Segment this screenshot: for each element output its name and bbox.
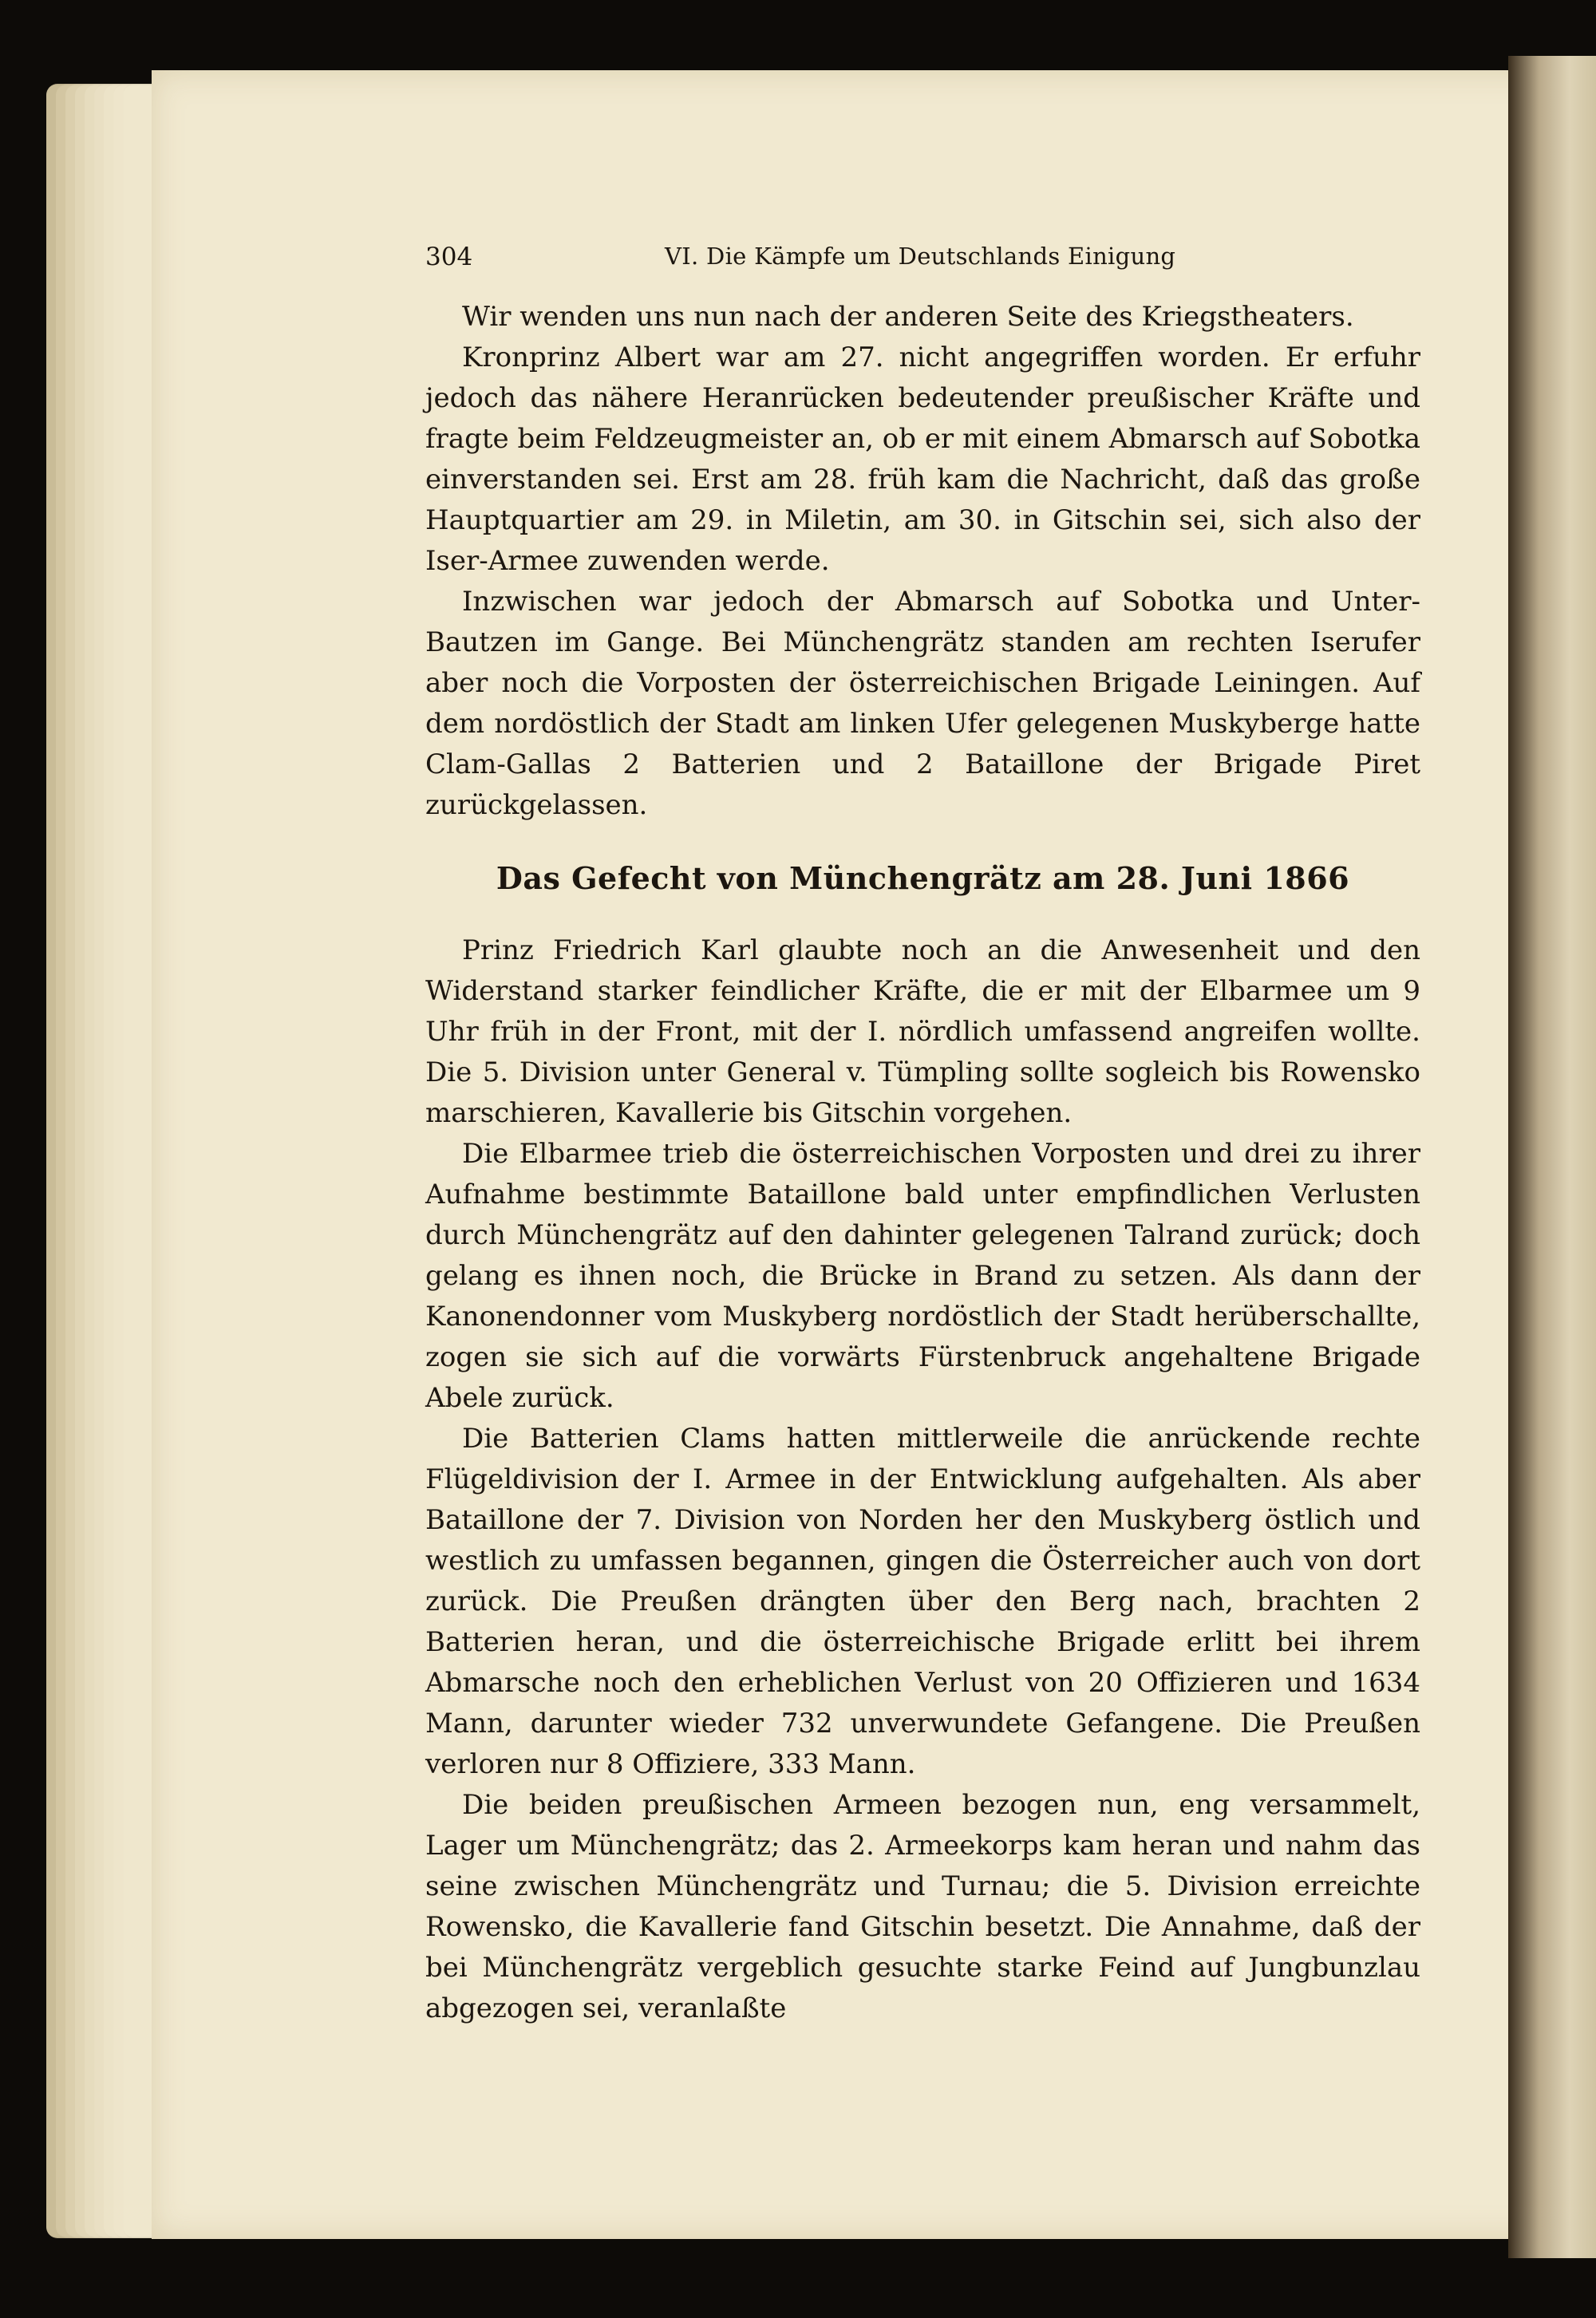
paragraph: Wir wenden uns nun nach der anderen Seite des Kriegstheaters.	[462, 301, 1354, 333]
running-head: VI. Die Kämpfe um Deutschlands Einigung	[665, 243, 1176, 270]
page-number: 304	[425, 243, 473, 271]
book-gutter	[1508, 56, 1596, 2258]
section-title: Das Gefecht von Münchengrätz am 28. Juni 1866	[496, 860, 1350, 896]
page-header	[425, 243, 1420, 278]
paragraph: Kronprinz Albert war am 27. nicht angegriffen worden. Er erfuhr jedoch das nähere Heranrücken bedeutender preußischer Kräfte und fragte beim Feldzeugmeister an, ob er mit einem Abmarsch auf Sobotka einverstanden sei. Erst am 28. früh kam die Nachricht, daß das große Hauptquartier am 29. in Miletin, am 30. in Gitschin sei, sich also der Iser-Armee zuwenden werde.	[425, 342, 1421, 577]
paragraph: Die beiden preußischen Armeen bezogen nun, eng versammelt, Lager um Münchengrätz; das 2. Armeekorps kam heran und nahm das seine zwischen Münchengrätz und Turnau; die 5. Division erreichte Rowensko, die Kavallerie fand Gitschin besetzt. Die Annahme, daß der bei Münchengrätz vergeblich gesuchte starke Feind auf Jungbunzlau abgezogen sei, veranlaßte	[425, 1789, 1420, 2024]
page-body	[425, 297, 1420, 2029]
paragraph: Die Batterien Clams hatten mittlerweile die anrückende rechte Flügeldivision der I. Armee in der Entwicklung aufgehalten. Als aber Bataillone der 7. Division von Norden her den Muskyberg östlich und westlich zu umfassen begannen, gingen die Österreicher auch von dort zurück. Die Preußen drängten über den Berg nach, brachten 2 Batterien heran, und die österreichische Brigade erlitt bei ihrem Abmarsche noch den erheblichen Verlust von 20 Offizieren und 1634 Mann, darunter wieder 732 unverwundete Gefangene. Die Preußen verloren nur 8 Offiziere, 333 Mann.	[425, 1423, 1420, 1780]
paragraph: Inzwischen war jedoch der Abmarsch auf Sobotka und Unter-Bautzen im Gange. Bei Münchengrätz standen am rechten Iserufer aber noch die Vorposten der österreichischen Brigade Leiningen. Auf dem nordöstlich der Stadt am linken Ufer gelegenen Muskyberge hatte Clam-Gallas 2 Batterien und 2 Bataillone der Brigade Piret zurückgelassen.	[425, 586, 1420, 821]
paragraph: Die Elbarmee trieb die österreichischen Vorposten und drei zu ihrer Aufnahme bestimmte Bataillone bald unter empfindlichen Verlusten durch Münchengrätz auf den dahinter gelegenen Talrand zurück; doch gelang es ihnen noch, die Brücke in Brand zu setzen. Als dann der Kanonendonner vom Muskyberg nordöstlich der Stadt herüberschallte, zogen sie sich auf die vorwärts Fürstenbruck angehaltene Brigade Abele zurück.	[425, 1138, 1420, 1414]
paragraph: Prinz Friedrich Karl glaubte noch an die Anwesenheit und den Widerstand starker feindlicher Kräfte, die er mit der Elbarmee um 9 Uhr früh in der Front, mit der I. nördlich umfassend angreifen wollte. Die 5. Division unter General v. Tümpling sollte sogleich bis Rowensko marschieren, Kavallerie bis Gitschin vorgehen.	[425, 934, 1420, 1129]
